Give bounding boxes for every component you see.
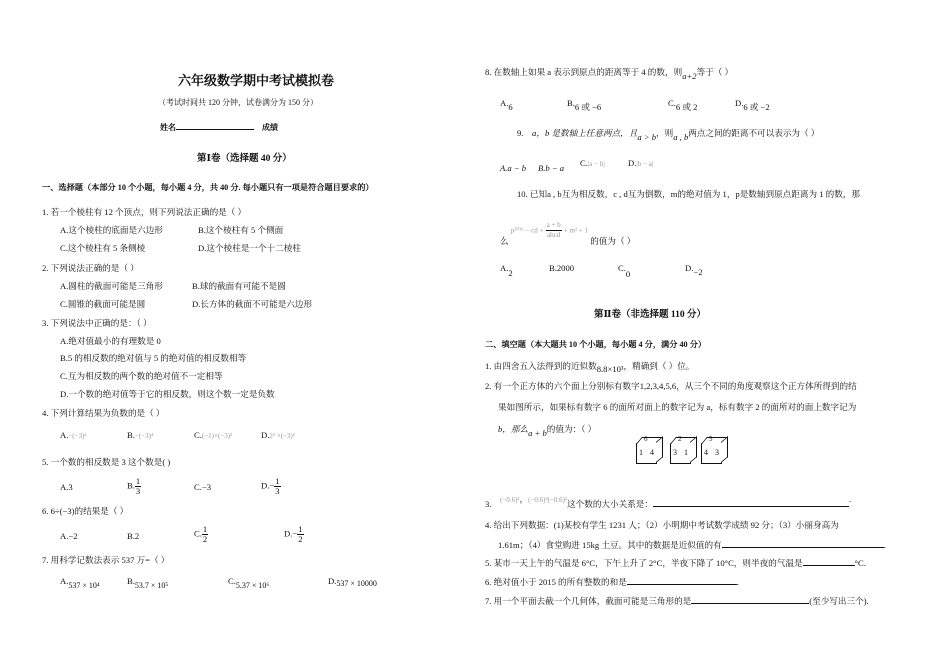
q6-stem: 6. 6÷(−3)的结果是（ ） xyxy=(42,506,129,516)
q4-option-b: B.−(−3)⁴ xyxy=(127,430,154,440)
q1-option-d: D.这个棱柱是一个十二棱柱 xyxy=(198,243,301,253)
q9-option-d: D.|b − a| xyxy=(628,158,654,168)
q5-option-c: C.−3 xyxy=(194,482,212,492)
f5-stem: 5. 某市一天上午的气温是 6°C，下午上升了 2°C，半夜下降了 10°C，则半夜的气温是 °C. xyxy=(485,558,866,568)
q7-option-a: A.537 × 10⁴ xyxy=(60,576,100,590)
f1-stem: 1. 由四舍五入法得到的近似数8.8×10³，精确到（ ）位。 xyxy=(485,361,695,374)
q4-stem: 4. 下列计算结果为负数的是（ ） xyxy=(42,408,165,418)
q8-option-b: B.6 或 −6 xyxy=(567,98,602,112)
q3-option-b: B.5 的相反数的绝对值与 5 的绝对值的相反数相等 xyxy=(60,353,247,363)
exam-info: （考试时间共 120 分钟，试卷满分为 150 分） xyxy=(158,98,318,107)
f6-blank[interactable] xyxy=(627,584,737,585)
part1-title: 第Ⅰ卷（选择题 40 分） xyxy=(197,154,292,164)
q2-option-a: A.圆柱的截面可能是三角形 xyxy=(60,281,163,291)
q7-stem: 7. 用科学记数法表示 537 万=（ ） xyxy=(42,555,170,565)
q5-option-d: D.− $\frac{1}{3}$ xyxy=(261,476,280,496)
q5-stem: 5. 一个数的相反数是 3 这个数是( ) xyxy=(42,457,171,467)
cube-view-1: 6 1 4 xyxy=(636,443,657,464)
q3-option-a: A.绝对值最小的有理数是 0 xyxy=(60,336,161,346)
q3-option-c: C.互为相反数的两个数的绝对值不一定相等 xyxy=(60,371,223,381)
q4-option-c: C.(−1)×(−3)² xyxy=(194,430,233,440)
f7-blank[interactable] xyxy=(691,603,809,604)
q2-option-c: C.圆锥的截面可能是圆 xyxy=(60,299,146,309)
q1-option-a: A.这个棱柱的底面是六边形 xyxy=(60,225,163,235)
part2-title: 第Ⅱ卷（非选择题 110 分） xyxy=(594,310,706,320)
f2-line2: 果如图所示，如果标有数字 6 的面所对面上的数字记为 a，标有数字 2 的面所对的面上数字记为 xyxy=(498,402,857,412)
f2-line1: 2. 有一个正方体的六个面上分别标有数字1,2,3,4,5,6，从三个不同的角度观察这个正方体所得到的结 xyxy=(485,381,857,391)
q7-option-d: D.537 × 10000 xyxy=(328,576,377,588)
q9-stem: 9. a，b 是数轴上任意两点，且a > b，则a , b两点之间的距离不可以表示为（ ） xyxy=(517,128,820,142)
q9-option-b: B.b − a xyxy=(538,163,565,173)
f5-blank[interactable] xyxy=(803,565,855,566)
q9-option-c: C.|a − b| xyxy=(580,158,605,168)
page-title: 六年级数学期中考试模拟卷 xyxy=(178,73,335,88)
q6-option-c: C. $\frac{1}{2}$ xyxy=(194,524,208,544)
q10-option-c: C.0 xyxy=(618,263,631,279)
q1-stem: 1. 若一个棱柱有 12 个顶点，则下列说法正确的是（ ） xyxy=(42,207,247,217)
q1-option-b: B.这个棱柱有 5 个侧面 xyxy=(198,225,284,235)
q2-option-b: B.球的截面有可能不是圆 xyxy=(192,281,286,291)
section2-title: 二、填空题（本大题共 10 个小题，每小题 4 分，满分 40 分） xyxy=(485,340,707,349)
q7-option-c: C.5.37 × 10⁶ xyxy=(228,576,270,590)
q2-option-d: D.长方体的截面不可能是六边形 xyxy=(192,299,313,309)
f3-stem: 3. (−0.6)²，(−0.6)³(−0.6)²这个数的大小关系是： . xyxy=(485,494,852,509)
q3-stem: 3. 下列说法中正确的是：（ ） xyxy=(42,318,152,328)
f4-blank[interactable] xyxy=(722,547,884,548)
q6-option-d: D.− $\frac{1}{2}$ xyxy=(284,524,303,544)
f4-line2: 1.61m；（4）食堂购进 15kg 土豆。其中的数据是近似值的有 . xyxy=(498,540,886,550)
q10-expression: 么 p²⁰¹⁶ − cd + $\frac{a + b}{\text{abcd}}$ + m² + 1 的值为（ ） xyxy=(500,221,636,247)
q10-option-b: B.2000 xyxy=(549,263,575,273)
q10-option-d: D.−2 xyxy=(685,263,703,277)
q7-option-b: B.53.7 × 10⁵ xyxy=(127,576,169,590)
q8-option-a: A.6 xyxy=(500,98,513,112)
f4-line1: 4. 给出下列数据：(1)某校有学生 1231 人；（2）小明期中考试数学成绩 92 分；（3）小丽身高为 xyxy=(485,520,839,530)
q9-option-a: A.a − b xyxy=(500,163,527,173)
f6-stem: 6. 绝对值小于 2015 的所有整数的和是 . xyxy=(485,577,739,587)
q8-option-d: D.6 或 −2 xyxy=(735,98,770,112)
q4-option-d: D.2² ×(−3)² xyxy=(261,430,295,440)
q2-stem: 2. 下列说法正确的是（ ） xyxy=(42,263,139,273)
q4-option-a: A.−(−3)² xyxy=(60,430,87,440)
name-label: 姓名 xyxy=(160,123,176,132)
q6-option-b: B.2 xyxy=(127,531,140,541)
f3-blank[interactable] xyxy=(653,506,849,507)
q10-stem: 10. 已知a , b互为相反数，c , d互为倒数，m的绝对值为 1，p是数轴到原点距离为 1 的数，那 xyxy=(517,189,861,199)
q8-stem: 8. 在数轴上如果 a 表示到原点的距离等于 4 的数，则a+2等于（ ） xyxy=(485,67,734,81)
section1-title: 一、选择题（本部分 10 个小题，每小题 4 分，共 40 分. 每小题只有一项是符合题目要求的） xyxy=(42,183,374,192)
score-label: 成绩 xyxy=(262,123,278,132)
q1-option-c: C.这个棱柱有 5 条侧棱 xyxy=(60,243,146,253)
name-blank xyxy=(176,129,254,130)
q3-option-d: D.一个数的绝对值等于它的相反数，则这个数一定是负数 xyxy=(60,389,275,399)
q6-option-a: A.−2 xyxy=(60,531,78,541)
q10-option-a: A.2 xyxy=(500,263,513,278)
name-field xyxy=(160,122,278,133)
cube-view-2: 2 3 1 xyxy=(670,443,691,464)
q5-option-a: A.3 xyxy=(60,482,73,492)
q8-option-c: C.6 或 2 xyxy=(668,98,698,112)
q5-option-b: B. $\frac{1}{3}$ xyxy=(127,476,141,496)
cube-view-3: 5 4 3 xyxy=(701,443,722,464)
f7-stem: 7. 用一个平面去截一个几何体，截面可能是三角形的是 (至少写出三个). xyxy=(485,596,869,606)
f2-line3: b，那么a + b的值为：（ ） xyxy=(498,424,597,438)
